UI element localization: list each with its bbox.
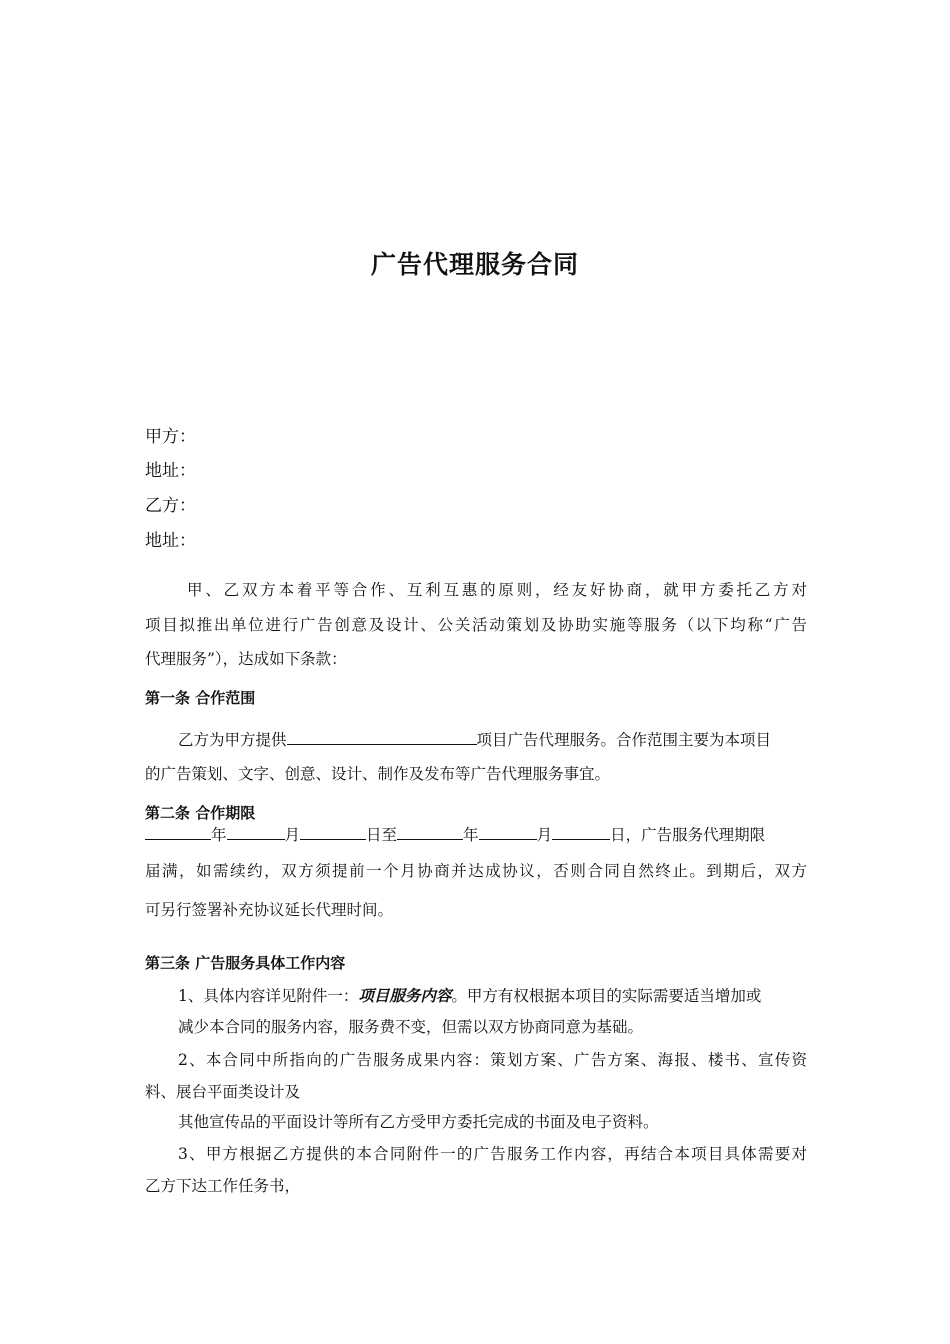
article-1-line-1 [178, 728, 807, 750]
item-1-pre: 1、具体内容详见附件一： [178, 987, 359, 1005]
item-1-post: 。甲方有权根据本项目的实际需要适当增加或 [451, 987, 762, 1005]
article-2-tail: 日，广告服务代理期限 [610, 826, 766, 844]
start-year-label: 年 [211, 826, 227, 844]
document-title: 广告代理服务合同 [370, 250, 579, 279]
article-2-line-1 [145, 823, 807, 845]
start-month-blank [227, 825, 285, 840]
end-month-label: 月 [536, 826, 553, 844]
article-3-item-3-line-2: 乙方下达工作任务书， [145, 1177, 301, 1195]
address-a-label: 地址： [145, 461, 196, 481]
address-b-label: 地址： [145, 531, 196, 551]
article-3-item-3-line-1: 3、甲方根据乙方提供的本合同附件一的广告服务工作内容，再结合本项目具体需要对 [178, 1145, 807, 1163]
article-3-item-1-line-2: 减少本合同的服务内容，服务费不变，但需以双方协商同意为基础。 [178, 1018, 644, 1036]
item-1-emphasis: 项目服务内容 [358, 987, 452, 1005]
end-year-label: 年 [463, 826, 479, 844]
article-3-heading: 第三条 广告服务具体工作内容 [145, 954, 346, 972]
article-3-item-2-line-3: 其他宣传品的平面设计等所有乙方受甲方委托完成的书面及电子资料。 [178, 1113, 659, 1131]
start-month-label: 月 [284, 826, 301, 844]
article-1-text-post: 项目广告代理服务。合作范围主要为本项目 [476, 731, 772, 749]
article-1-text-pre: 乙方为甲方提供 [178, 731, 287, 749]
start-year-blank [145, 825, 211, 840]
party-b-label: 乙方： [145, 496, 196, 516]
end-day-blank [552, 825, 610, 840]
intro-line-1: 甲、乙双方本着平等合作、互利互惠的原则，经友好协商，就甲方委托乙方对 [187, 581, 807, 599]
article-1-line-2: 的广告策划、文字、创意、设计、制作及发布等广告代理服务事宜。 [145, 765, 611, 783]
article-3-item-2-line-1: 2、本合同中所指向的广告服务成果内容：策划方案、广告方案、海报、楼书、宣传资 [178, 1051, 807, 1069]
day-to-label: 日至 [366, 826, 398, 844]
article-2-line-3: 可另行签署补充协议延长代理时间。 [145, 901, 394, 919]
article-3-item-2-line-2: 料、展台平面类设计及 [145, 1083, 301, 1101]
party-a-label: 甲方： [145, 427, 196, 447]
article-3-item-1-line-1 [178, 984, 807, 1006]
article-2-line-2: 届满，如需续约，双方须提前一个月协商并达成协议，否则合同自然终止。到期后，双方 [145, 862, 807, 880]
end-month-blank [479, 825, 537, 840]
start-day-blank [300, 825, 366, 840]
article-1-heading: 第一条 合作范围 [145, 689, 256, 707]
article-2-heading: 第二条 合作期限 [145, 804, 256, 822]
intro-line-2: 项目拟推出单位进行广告创意及设计、公关活动策划及协助实施等服务（以下均称“广告 [145, 616, 807, 634]
end-year-blank [397, 825, 463, 840]
intro-line-3: 代理服务”），达成如下条款： [145, 650, 347, 668]
project-name-blank [287, 730, 477, 745]
